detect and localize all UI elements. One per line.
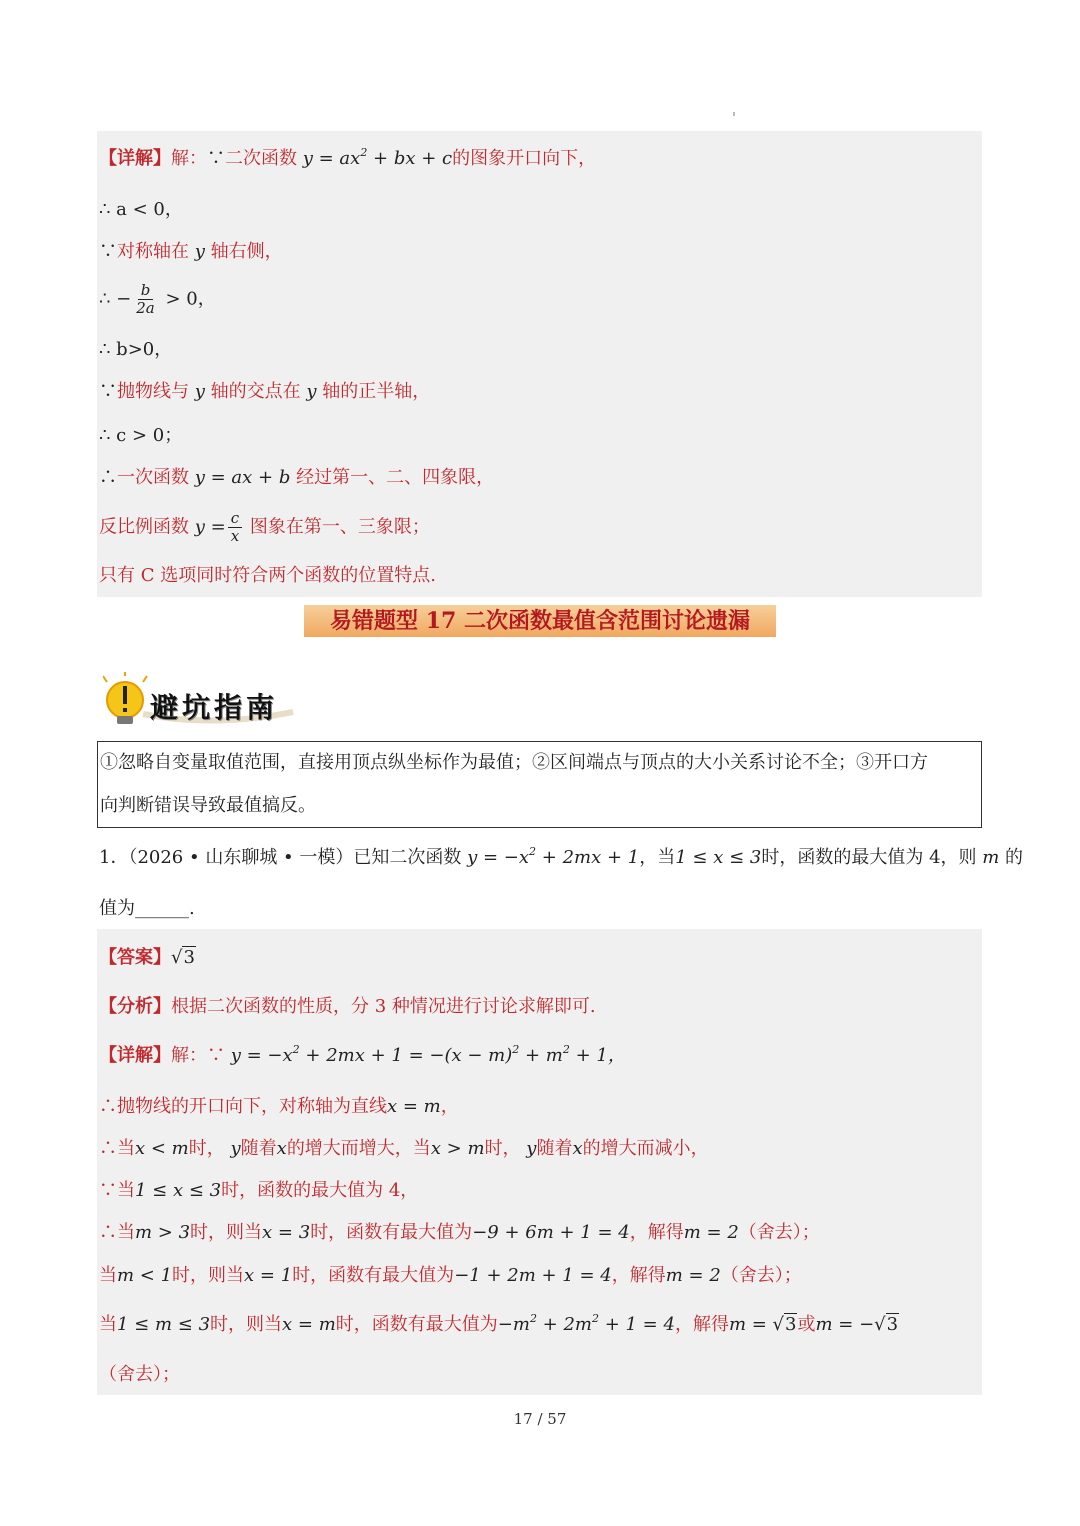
fraction: $\frac{c}{x}$ [228,510,242,545]
detail-label: 【详解】 [99,1045,171,1066]
text: 当 [99,1314,117,1335]
b1-line-6 [99,380,430,404]
math: 1 ≤ m ≤ 3 [117,1314,211,1335]
text: 时，则当 [210,1314,283,1335]
math: $y = -x^2 + 2mx + 1$ [467,845,640,868]
b1-line-5: ∴ b>0， [99,339,173,360]
page-number: 17 / 57 [513,1410,567,1428]
because-symbol: ∵ [99,241,117,262]
text: 时，函数的最大值为 4， [221,1180,419,1201]
text: ，解得 [674,1314,729,1335]
text: 反比例函数 [99,516,189,538]
sol-line-9 [99,1313,899,1337]
text: > 0， [159,288,216,310]
text: ∵当 [99,1180,135,1201]
math: m = [728,1314,773,1335]
text: ， [440,1096,459,1117]
text: 经过第一、二、四象限， [296,467,495,488]
sqrt: √3 [874,1314,899,1335]
guide-title: 避坑指南 [150,691,279,724]
math: m > 3 [135,1222,191,1243]
math: x = 3 [262,1222,311,1243]
math: m = − [815,1314,875,1335]
detail-label: 【详解】 [99,148,171,169]
b1-line-4 [99,282,216,317]
math: y [306,381,317,402]
text: 轴右侧， [210,241,283,262]
b1-line-2: ∴ a < 0， [99,199,183,220]
sqrt: √3 [772,1314,797,1335]
math: $y = ax^2$ + bx + c [302,146,453,169]
because-symbol: ∵ [207,1045,225,1066]
text: 轴的交点在 [210,381,301,402]
text: 时，则当 [172,1265,245,1286]
because-symbol: ∵ [99,381,117,402]
text: ，解得 [629,1222,684,1243]
text: 时，函数有最大值为 [292,1265,455,1286]
text: ，解得 [611,1265,666,1286]
question-line-1 [99,846,1023,870]
text: 图象在第一、三象限； [249,516,430,538]
sol-line-8 [99,1264,802,1288]
b1-line-1 [99,147,596,171]
text: ∴当 [99,1138,135,1159]
math: 1 ≤ x ≤ 3 [135,1180,222,1201]
text: 随着 [240,1138,277,1159]
text: 轴的正半轴， [322,381,431,402]
guide-line-2: 向判断错误导致最值搞反。 [100,795,316,816]
text: ∴当 [99,1222,135,1243]
math: x = m [387,1096,441,1117]
text: 的 [999,847,1024,868]
question-line-2: 值为______. [99,898,195,919]
sol-line-4 [99,1095,459,1119]
analysis-line [99,995,596,1019]
text: 解： [171,1045,207,1066]
math: y [194,381,205,402]
section-title: 易错题型 17 二次函数最值含范围讨论遗漏 [304,605,776,637]
math: y [194,241,205,262]
detail-line [99,1044,626,1068]
text: 的图象开口向下， [452,148,597,169]
math: y [230,1138,241,1159]
therefore-symbol: ∴ [99,467,117,488]
text: 时， [484,1138,521,1159]
math: x = 1 [244,1265,293,1286]
b1-line-10: 只有 C 选项同时符合两个函数的位置特点. [99,565,436,586]
text: ∴ − [99,288,132,310]
text: 时，函数有最大值为 [335,1314,498,1335]
text: 时， [188,1138,225,1159]
text: （舍去）； [720,1265,802,1286]
text: 的增大而减小， [582,1138,709,1159]
text: 抛物线与 [117,381,189,402]
text: 一次函数 [117,467,189,488]
text: 的增大而增大，当 [286,1138,431,1159]
text: （舍去）； [738,1222,820,1243]
math: −1 + 2m + 1 = 4 [454,1265,612,1286]
b1-line-9 [99,510,430,545]
text: 当 [99,1265,117,1286]
math: x < m [135,1138,189,1159]
speck [733,112,735,116]
text: ，当 [639,847,676,868]
sol-line-7 [99,1221,820,1245]
text: ∴抛物线的开口向下，对称轴为直线 [99,1096,387,1117]
sqrt: √3 [171,947,195,968]
fraction: $\frac{b}{2a}$ [136,281,155,317]
b1-line-3 [99,240,283,264]
math: m [982,847,1000,868]
text: 1．（2026 • 山东聊城 • 一模）已知二次函数 [99,847,468,868]
analysis-label: 【分析】 [99,996,171,1017]
because-symbol: ∵ [207,148,225,169]
guide-box [97,741,982,828]
text: 解： [171,148,207,169]
text: 时，函数的最大值为 4，则 [761,847,983,868]
text: 随着 [536,1138,573,1159]
sol-line-10: （舍去）； [99,1364,180,1385]
answer-line [99,946,196,970]
math: x > m [430,1138,485,1159]
text: 二次函数 [225,148,297,169]
b1-line-8 [99,466,494,490]
math: y = [194,516,226,538]
text: 根据二次函数的性质，分 3 种情况进行讨论求解即可. [171,996,596,1017]
b1-line-7: ∴ c > 0； [99,425,183,446]
math: m < 1 [117,1265,173,1286]
math: m = 2 [665,1265,721,1286]
answer-label: 【答案】 [99,947,171,968]
text: 对称轴在 [117,241,189,262]
math: $-m^2 + 2m^2 + 1 = 4$ [497,1312,675,1335]
math: −9 + 6m + 1 = 4 [472,1222,630,1243]
math: x [572,1138,583,1159]
math: x [276,1138,287,1159]
text: 时，则当 [190,1222,263,1243]
sol-line-6 [99,1179,418,1203]
math: y = ax + b [194,467,291,488]
math: y [526,1138,537,1159]
sol-line-5 [99,1137,709,1161]
math: 1 ≤ x ≤ 3 [675,847,762,868]
math: x = m [282,1314,336,1335]
guide-line-1: ①忽略自变量取值范围，直接用顶点纵坐标作为最值；②区间端点与顶点的大小关系讨论不全；③开口方 [100,752,928,773]
text: 时，函数有最大值为 [310,1222,473,1243]
math: m = 2 [683,1222,739,1243]
text: 或 [797,1314,816,1335]
math: $y = -x^2 + 2mx + 1 = -(x - m)^2 + m^2 + 1$， [230,1043,626,1066]
